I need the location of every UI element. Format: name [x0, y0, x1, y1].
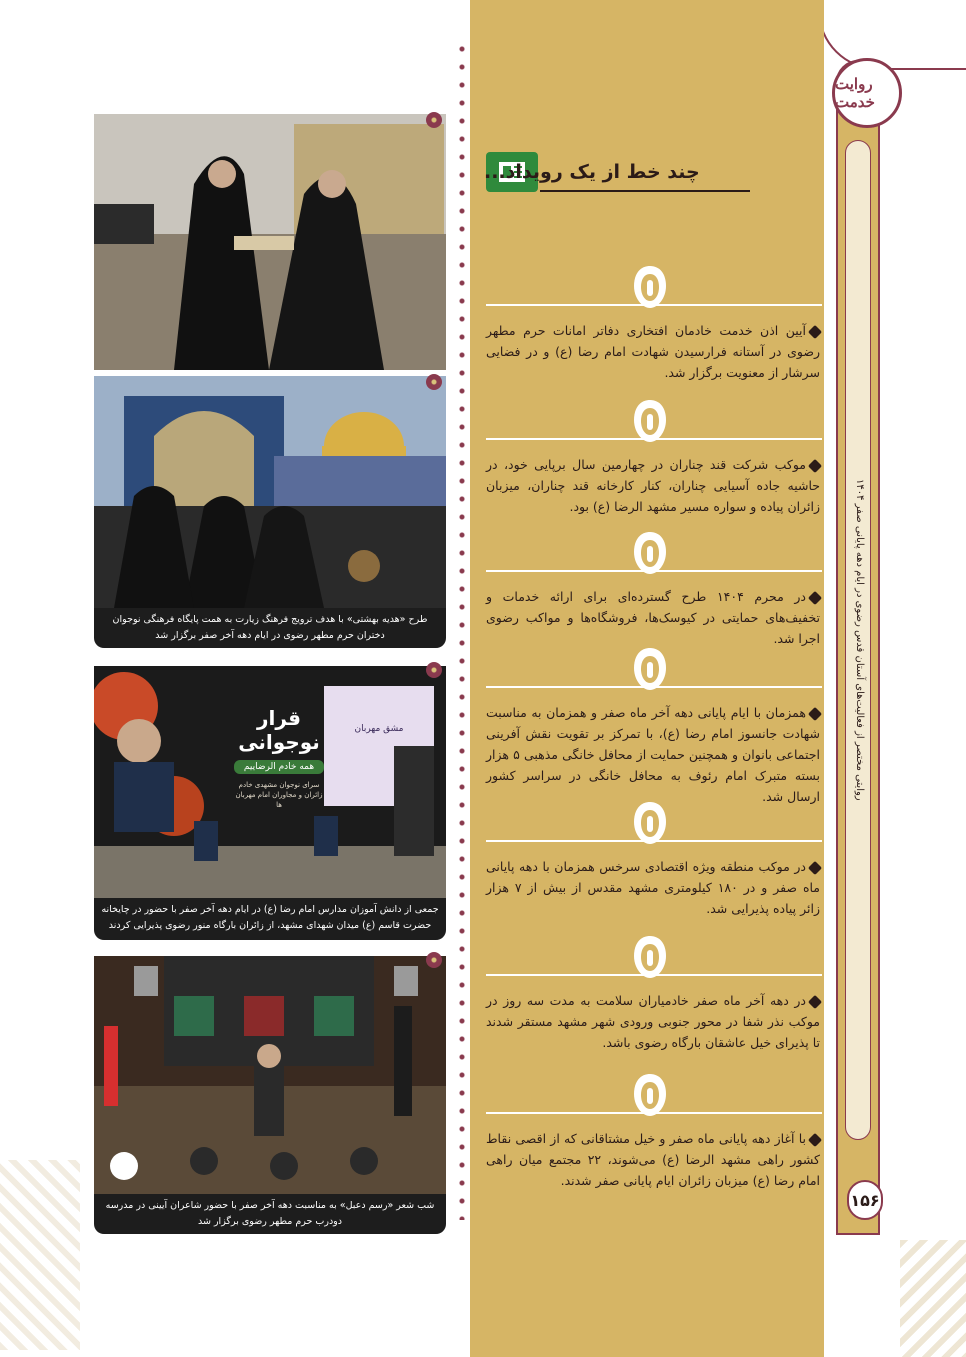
- rose-icon: [426, 374, 442, 390]
- event-item: [486, 264, 822, 394]
- hand-icon: [630, 800, 670, 846]
- event-text: با آغاز دهه پایانی ماه صفر و خیل مشتاقانی که از اقصی نقاط کشور راهی مشهد الرضا (ع) می‌شوند، ۲۲ مجتمع میان راهی امام رضا (ع) میزبان زائران ایام پایانی صفر شدند.: [486, 1128, 822, 1191]
- bullet-icon: [808, 860, 822, 874]
- chain-ornament: [455, 40, 469, 1220]
- poster-subtitle: سرای نوجوان مشهدی خادم زائران و مجاوران امام مهربان ها: [235, 781, 323, 809]
- hand-icon: [630, 646, 670, 692]
- event-text: در دهه آخر ماه صفر خادمیاران سلامت به مدت سه روز در موکب نذر شفا در محور جنوبی ورودی شهر مشهد مستقر شدند تا پذیرای خیل عاشقان بارگاه رضوی باشد.: [486, 990, 822, 1053]
- photo-poetry-night: [94, 956, 446, 1194]
- photo-haram-courtyard: [94, 376, 446, 608]
- event-item: [486, 1072, 822, 1202]
- bullet-icon: [808, 458, 822, 472]
- logo-text: روایت خدمت: [835, 75, 875, 111]
- event-item: [486, 398, 822, 528]
- hand-icon: [630, 530, 670, 576]
- event-text: آیین اذن خدمت خادمان افتخاری دفاتر امانات حرم مطهر رضوی در آستانه فرارسیدن شهادت امام رضا (ع) و در فضایی سرشار از معنویت برگزار شد.: [486, 320, 822, 383]
- photo-caption: شب شعر «رسم دعبل» به مناسبت دهه آخر صفر با حضور شاعران آیینی در مدرسه دودرب حرم مطهر رضوی برگزار شد: [94, 1194, 446, 1234]
- rose-icon: [426, 112, 442, 128]
- poster-title-1: قرار: [257, 706, 301, 730]
- event-text: موکب شرکت قند چناران در چهارمین سال برپایی خود، در حاشیه جاده آسیایی چناران، کنار کارخانه قند چناران، میزبان زائران پیاده و سواره مسیر مشهد الرضا (ع) بود.: [486, 454, 822, 517]
- page-number: ۱۵۶: [847, 1180, 883, 1220]
- event-item: [486, 530, 822, 646]
- event-item: [486, 800, 822, 930]
- vertical-caption: روایتی مختصر از فعالیت‌های آستان قدس رضوی در ایام دهه پایانی صفر ۱۴۰۴: [854, 479, 865, 801]
- poster-tag: همه خادم الرضاییم: [234, 760, 324, 774]
- heading-underline: [540, 190, 750, 192]
- photo-caption: جمعی از دانش آموزان مدارس امام رضا (ع) در ایام دهه آخر صفر با حضور در چایخانه حضرت قاسم (ع) میدان شهدای مشهد، از زائران بارگاه منور رضوی پذیرایی کردند: [94, 898, 446, 940]
- bullet-icon: [808, 994, 822, 1008]
- corner-pattern: [900, 1240, 966, 1357]
- bullet-icon: [808, 706, 822, 720]
- poster-title-block: [234, 706, 324, 810]
- side-sign: مشق مهربان: [354, 724, 404, 734]
- event-text: در محرم ۱۴۰۴ طرح گسترده‌ای برای ارائه خدمات و تخفیف‌های حمایتی در کیوسک‌ها، فروشگاه‌ها و مواکب رضوی اجرا شد.: [486, 586, 822, 649]
- event-text: در موکب منطقه ویژه اقتصادی سرخس همزمان با دهه پایانی ماه صفر و در ۱۸۰ کیلومتری مشهد مقدس از بیش از ۷ هزار زائر پیاده پذیرایی شد.: [486, 856, 822, 919]
- photo-students-poster: [94, 666, 446, 898]
- photo-caption: طرح «هدیه بهشتی» با هدف ترویج فرهنگ زیارت به همت پایگاه فرهنگی نوجوان دختران حرم مطهر رضوی در ایام دهه آخر صفر برگزار شد: [94, 608, 446, 648]
- rose-icon: [426, 662, 442, 678]
- section-heading: [484, 150, 774, 194]
- event-item: [486, 646, 822, 804]
- event-item: [486, 934, 822, 1064]
- hand-icon: [630, 1072, 670, 1118]
- poster-title-2: نوجوانی: [238, 730, 320, 754]
- bullet-icon: [808, 1132, 822, 1146]
- hand-icon: [630, 934, 670, 980]
- rose-icon: [426, 952, 442, 968]
- photo-shrine-ceremony: [94, 114, 446, 370]
- logo: [832, 58, 902, 128]
- section-title: چند خط از یک رویداد...: [484, 161, 700, 183]
- bullet-icon: [808, 590, 822, 604]
- hand-icon: [630, 264, 670, 310]
- hand-icon: [630, 398, 670, 444]
- bullet-icon: [808, 324, 822, 338]
- corner-pattern-left: [0, 1160, 80, 1350]
- event-text: همزمان با ایام پایانی دهه آخر ماه صفر و همزمان به مناسبت شهادت جانسوز امام رضا (ع)، با تمرکز بر تقویت نقش آفرینی اجتماعی بانوان و همچنین حمایت از محافل خانگی مذهبی ۵ هزار بسته متبرک امام رئوف به محافل خانگی در سراسر کشور ارسال شد.: [486, 702, 822, 807]
